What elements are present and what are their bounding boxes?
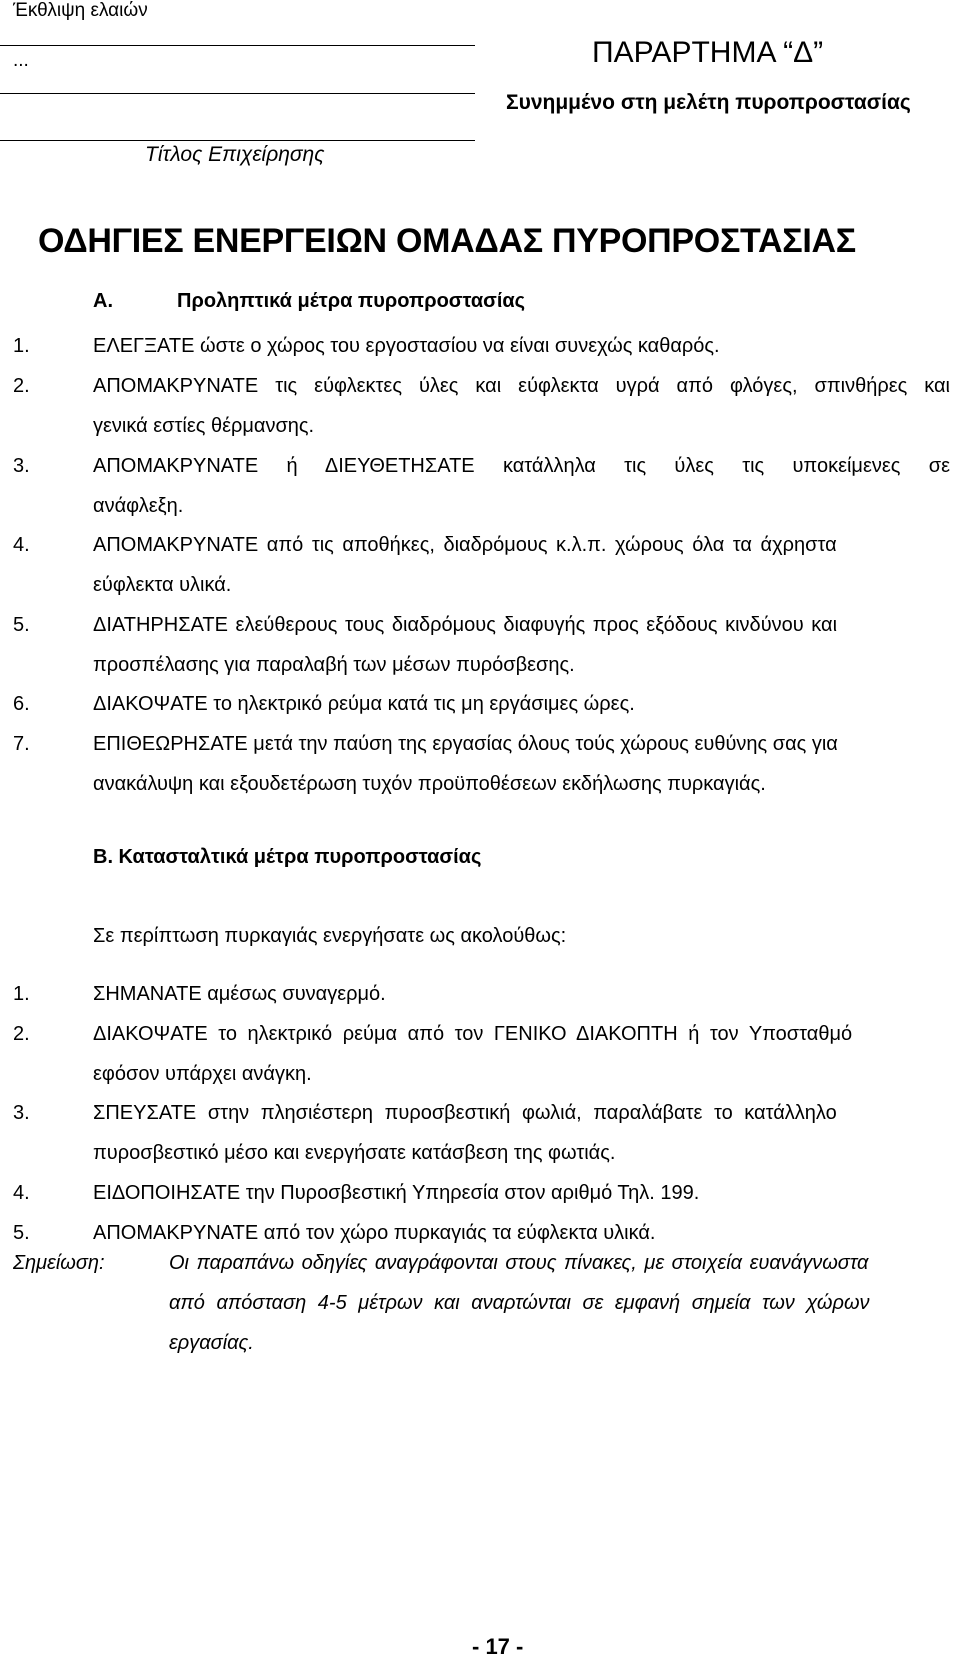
list-item-text-cont: πυροσβεστικό μέσο και ενεργήσατε κατάσβεση της φωτιάς. [93, 1142, 616, 1164]
list-item-number: 2. [13, 375, 30, 397]
list-item-number: 1. [13, 335, 30, 357]
list-item-text-cont: ανάφλεξη. [93, 495, 184, 517]
list-item-text: ΑΠΟΜΑΚΡΥΝΑΤΕ ή ΔΙΕΥΘΕΤΗΣΑΤΕ κατάλληλα τις ύλες τις υποκείμενες σε [93, 455, 950, 477]
note-label: Σημείωση: [13, 1252, 105, 1274]
list-item-text-cont: εύφλεκτα υλικά. [93, 574, 232, 596]
appendix-subtitle: Συνημμένο στη μελέτη πυροπροστασίας [506, 91, 911, 114]
list-item-number: 3. [13, 455, 30, 477]
list-item-text: ΑΠΟΜΑΚΡΥΝΑΤΕ από τον χώρο πυρκαγιάς τα εύφλεκτα υλικά. [93, 1222, 656, 1244]
list-item-text: ΣΠΕΥΣΑΤΕ στην πλησιέστερη πυροσβεστική φωλιά, παραλάβατε το κατάλληλο [93, 1102, 837, 1124]
list-item-text: ΕΠΙΘΕΩΡΗΣΑΤΕ μετά την παύση της εργασίας όλους τούς χώρους ευθύνης σας για [93, 733, 838, 755]
list-item-text-cont: εφόσον υπάρχει ανάγκη. [93, 1063, 312, 1085]
list-item-number: 2. [13, 1023, 30, 1045]
blank-line-2 [0, 93, 475, 94]
list-item-text: ΕΙΔΟΠΟΙΗΣΑΤΕ την Πυροσβεστική Υπηρεσία στον αριθμό Τηλ. 199. [93, 1182, 700, 1204]
main-heading: ΟΔΗΓΙΕΣ ΕΝΕΡΓΕΙΩΝ ΟΜΑΔΑΣ ΠΥΡΟΠΡΟΣΤΑΣΙΑΣ [38, 222, 856, 260]
list-item-number: 5. [13, 614, 30, 636]
list-item-text: ΕΛΕΓΞΑΤΕ ώστε ο χώρος του εργοστασίου να είναι συνεχώς καθαρός. [93, 335, 720, 357]
list-item-text-cont: γενικά εστίες θέρμανσης. [93, 415, 315, 437]
section-b-intro: Σε περίπτωση πυρκαγιάς ενεργήσατε ως ακολούθως: [93, 925, 567, 947]
activity-label: Έκθλιψη ελαιών [13, 0, 148, 21]
page-number: - 17 - [472, 1634, 524, 1659]
company-title-label: Τίτλος Επιχείρησης [145, 143, 325, 166]
list-item-text: ΔΙΑΤΗΡΗΣΑΤΕ ελεύθερους τους διαδρόμους διαφυγής προς εξόδους κινδύνου και [93, 614, 838, 636]
list-item-text: ΔΙΑΚΟΨΑΤΕ το ηλεκτρικό ρεύμα από τον ΓΕΝΙΚΟ ΔΙΑΚΟΠΤΗ ή τον Υποσταθμό [93, 1023, 853, 1045]
list-item-text: ΔΙΑΚΟΨΑΤΕ το ηλεκτρικό ρεύμα κατά τις μη εργάσιμες ώρες. [93, 693, 635, 715]
list-item-number: 1. [13, 983, 30, 1005]
list-item-text-cont: προσπέλασης για παραλαβή των μέσων πυρόσβεσης. [93, 654, 575, 676]
list-item-number: 6. [13, 693, 30, 715]
list-item-number: 4. [13, 1182, 30, 1204]
list-item-text-cont: ανακάλυψη και εξουδετέρωση τυχόν προϋποθέσεων εκδήλωσης πυρκαγιάς. [93, 773, 766, 795]
section-a-title: Προληπτικά μέτρα πυροπροστασίας [177, 290, 526, 312]
list-item-number: 5. [13, 1222, 30, 1244]
list-item-number: 4. [13, 534, 30, 556]
blank-line-1 [0, 45, 475, 46]
list-item-text: ΑΠΟΜΑΚΡΥΝΑΤΕ τις εύφλεκτες ύλες και εύφλεκτα υγρά από φλόγες, σπινθήρες και [93, 375, 950, 397]
note-text-cont: από απόσταση 4-5 μέτρων και αναρτώνται σε εμφανή σημεία των χώρων [169, 1292, 870, 1314]
dots-placeholder: ... [13, 50, 29, 71]
section-b-title: Β. Κατασταλτικά μέτρα πυροπροστασίας [93, 846, 482, 868]
list-item-number: 3. [13, 1102, 30, 1124]
appendix-title: ΠΑΡΑΡΤΗΜΑ “Δ” [592, 36, 824, 69]
list-item-text: ΣΗΜΑΝΑΤΕ αμέσως συναγερμό. [93, 983, 386, 1005]
list-item-text: ΑΠΟΜΑΚΡΥΝΑΤΕ από τις αποθήκες, διαδρόμους κ.λ.π. χώρους όλα τα άχρηστα [93, 534, 837, 556]
list-item-number: 7. [13, 733, 30, 755]
blank-line-3 [0, 140, 475, 141]
section-a-letter: Α. [93, 290, 113, 312]
note-text-cont: εργασίας. [169, 1332, 254, 1354]
note-text: Οι παραπάνω οδηγίες αναγράφονται στους πίνακες, με στοιχεία ευανάγνωστα [169, 1252, 869, 1274]
